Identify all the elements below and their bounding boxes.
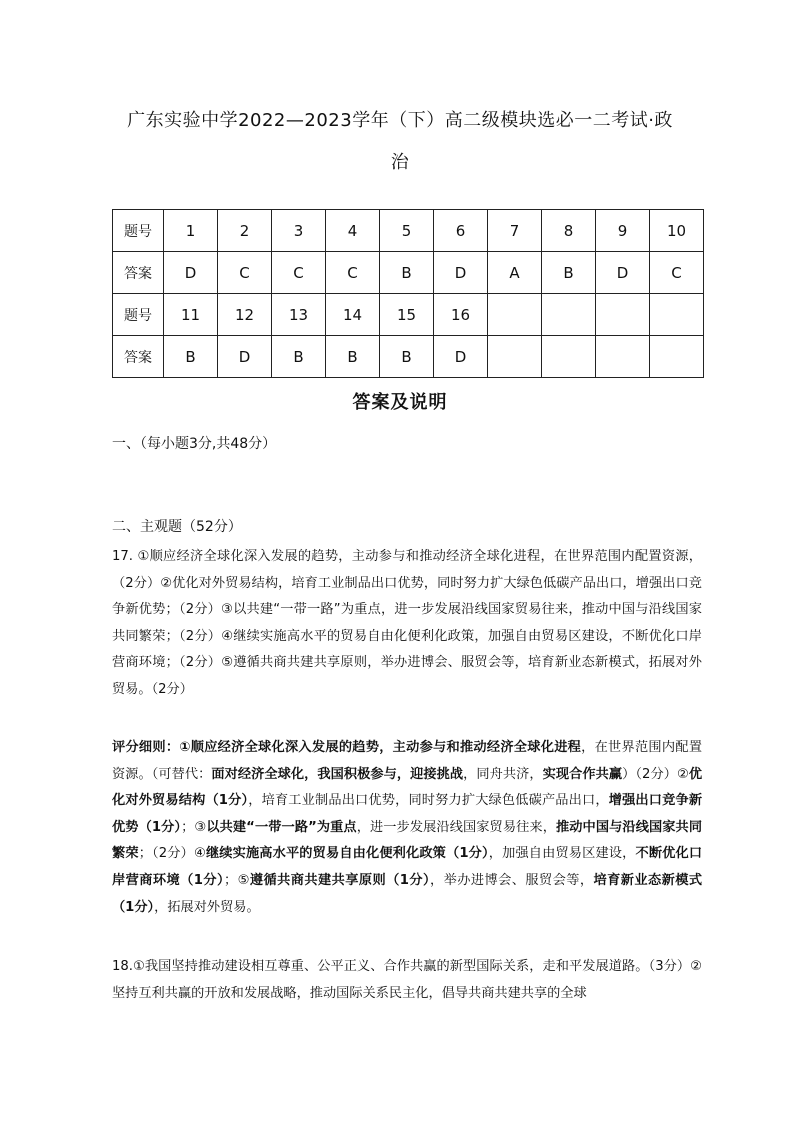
table-cell: 11: [164, 294, 218, 336]
table-cell: D: [596, 252, 650, 294]
table-cell: 9: [596, 210, 650, 252]
rubric-text: ，培育工业制品出口优势，同时努力扩大绿色低碳产品出口，: [248, 793, 609, 809]
table-cell: 8: [542, 210, 596, 252]
table-cell: 16: [434, 294, 488, 336]
table-cell: A: [488, 252, 542, 294]
rubric-bold: 评分细则：①顺应经济全球化深入发展的趋势，主动参与和推动经济全球化进程: [112, 740, 582, 755]
table-cell: 1: [164, 210, 218, 252]
rubric-bold: 培育新业态新模式（1分）: [112, 872, 703, 915]
rubric-bold: 以共建“一带一路”为重点: [206, 819, 357, 835]
table-cell: 14: [326, 294, 380, 336]
rubric-bold: 遵循共商共建共享原则（1分）: [249, 872, 430, 888]
table-row: [113, 294, 704, 336]
table-cell: C: [218, 252, 272, 294]
table-row: [113, 336, 704, 378]
table-cell: C: [650, 252, 704, 294]
table-cell: D: [434, 336, 488, 378]
table-cell: [488, 294, 542, 336]
table-cell: B: [164, 336, 218, 378]
table-cell: 7: [488, 210, 542, 252]
rubric-text: ）（2分）②: [622, 766, 689, 782]
table-cell: C: [326, 252, 380, 294]
rubric-text: ；③: [181, 819, 207, 835]
rubric-bold: 增强出口竞争新优势（1分）: [112, 793, 703, 835]
rubric-bold: 实现合作共赢: [542, 766, 623, 782]
table-cell: D: [434, 252, 488, 294]
table-cell: 3: [272, 210, 326, 252]
table-cell: [650, 294, 704, 336]
q17-rubric: [112, 735, 702, 921]
table-cell: C: [272, 252, 326, 294]
q18-answer: 18.①我国坚持推动建设相互尊重、公平正义、合作共赢的新型国际关系，走和平发展道路。（3分）②坚持互利共赢的开放和发展战略，推动国际关系民主化，倡导共商共建共享的全球: [112, 959, 702, 1001]
table-cell: 5: [380, 210, 434, 252]
rubric-bold: 面对经济全球化，我国积极参与，迎接挑战: [211, 766, 464, 782]
rubric-bold: 推动中国与沿线国家共同繁荣: [112, 819, 703, 862]
table-cell: B: [272, 336, 326, 378]
table-row: [113, 210, 704, 252]
table-cell: [596, 294, 650, 336]
rubric-text: ，同舟共济，: [463, 766, 543, 782]
rubric-text: ，拓展对外贸易。: [154, 899, 260, 915]
table-cell: [542, 294, 596, 336]
row-label: 答案: [113, 252, 164, 294]
rubric-bold: 不断优化口岸营商环境（1分）: [112, 846, 703, 888]
section-two-title: 二、主观题（52分）: [112, 519, 242, 535]
rubric-text: ；（2分）④: [138, 846, 206, 862]
rubric-bold: 优化对外贸易结构（1分）: [112, 766, 703, 809]
table-cell: 12: [218, 294, 272, 336]
rubric-text: ，进一步发展沿线国家贸易往来，: [356, 819, 556, 835]
table-cell: [542, 336, 596, 378]
row-label: 题号: [113, 294, 164, 336]
rubric-text: ，举办进博会、服贸会等，: [430, 872, 594, 888]
table-cell: 13: [272, 294, 326, 336]
table-cell: 2: [218, 210, 272, 252]
section-heading: 答案及说明: [352, 392, 448, 413]
table-cell: [650, 336, 704, 378]
document-title-continued: 治: [390, 152, 410, 173]
row-label: 答案: [113, 336, 164, 378]
answer-table: [112, 209, 704, 378]
table-cell: D: [218, 336, 272, 378]
rubric-text: ，在世界范围内配置资源。（可替代：: [112, 740, 703, 782]
table-row: [113, 252, 704, 294]
table-cell: 10: [650, 210, 704, 252]
rubric-bold: 继续实施高水平的贸易自由化便利化政策（1分）: [205, 846, 489, 862]
section-one-title: 一、（每小题3分,共48分）: [112, 436, 277, 452]
table-cell: B: [380, 336, 434, 378]
table-cell: B: [326, 336, 380, 378]
table-cell: 4: [326, 210, 380, 252]
document-title: 广东实验中学2022—2023学年（下）高二级模块选必一二考试·政: [127, 110, 673, 131]
q17-answer: 17. ①顺应经济全球化深入发展的趋势，主动参与和推动经济全球化进程，在世界范围内配置资源，（2分）②优化对外贸易结构，培育工业制品出口优势，同时努力扩大绿色低碳产品出口，增强出口竞争新优势；（2分）③以共建“一带一路”为重点，进一步发展沿线国家贸易往来，推动中国与沿线国家共同繁荣；（2分）④继续实施高水平的贸易自由化便利化政策，加强自由贸易区建设，不断优化口岸营商环境；（2分）⑤遵循共商共建共享原则，举办进博会、服贸会等，培育新业态新模式，拓展对外贸易。（2分）: [112, 549, 702, 697]
table-cell: 6: [434, 210, 488, 252]
table-cell: D: [164, 252, 218, 294]
table-cell: [488, 336, 542, 378]
row-label: 题号: [113, 210, 164, 252]
table-cell: [596, 336, 650, 378]
rubric-text: ；⑤: [224, 872, 250, 888]
table-cell: B: [380, 252, 434, 294]
table-cell: B: [542, 252, 596, 294]
rubric-text: ，加强自由贸易区建设，: [488, 846, 636, 862]
table-cell: 15: [380, 294, 434, 336]
